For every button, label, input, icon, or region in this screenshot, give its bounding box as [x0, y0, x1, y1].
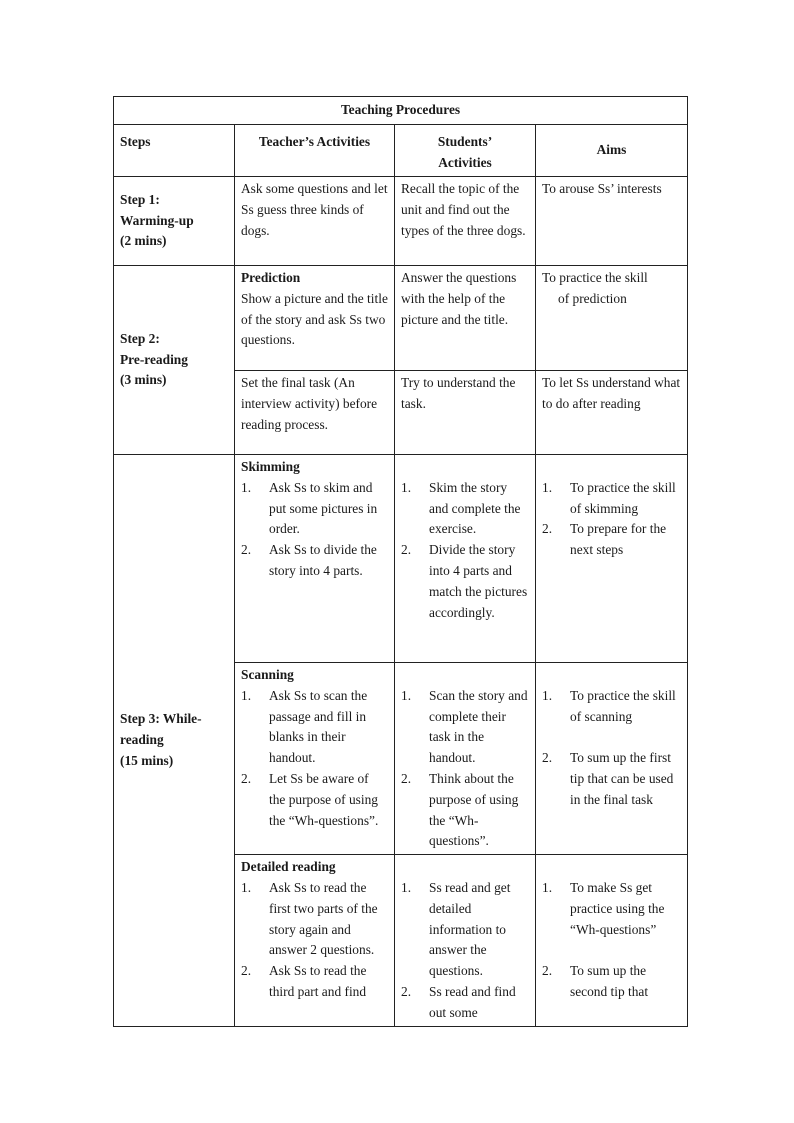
header-students-line2: Activities	[438, 154, 492, 170]
list-item	[401, 878, 529, 982]
prediction-heading: Prediction	[241, 270, 301, 285]
list-item	[241, 878, 388, 961]
list-item	[542, 748, 681, 810]
list-item	[542, 878, 681, 940]
item-number: 1.	[542, 479, 553, 495]
detailed-aims	[536, 855, 688, 1026]
step1-label-line2: Warming-up	[120, 212, 194, 228]
item-text: To prepare for the next steps	[570, 521, 667, 558]
item-number: 1.	[401, 479, 412, 495]
item-number: 1.	[542, 687, 553, 703]
item-text: Let Ss be aware of the purpose of using the “Wh-questions”.	[269, 770, 379, 828]
item-number: 1.	[401, 687, 412, 703]
skimming-teacher	[235, 455, 395, 663]
scanning-heading: Scanning	[241, 667, 294, 682]
spacer	[542, 665, 681, 686]
item-text: Ask Ss to skim and put some pictures in order.	[269, 479, 378, 537]
list-item	[542, 478, 681, 520]
detailed-students-list	[401, 878, 529, 1024]
list-item	[542, 519, 681, 561]
scanning-teacher-list	[241, 686, 388, 832]
item-text: Skim the story and complete the exercise.	[429, 479, 521, 537]
item-number: 1.	[542, 879, 553, 895]
spacer	[401, 857, 529, 878]
item-text: Ss read and get detailed information to answer the questions.	[429, 879, 511, 979]
skimming-students-list	[401, 478, 529, 624]
item-text: To practice the skill of scanning	[570, 687, 676, 724]
step3-label	[114, 455, 235, 1027]
step3-skimming-row	[114, 455, 688, 663]
header-students-activities	[395, 125, 536, 177]
step2-label-line2: Pre-reading	[120, 351, 188, 367]
skimming-students	[395, 455, 536, 663]
header-steps: Steps	[114, 125, 235, 177]
list-item	[401, 540, 529, 623]
item-text: Ss read and find out some	[429, 983, 516, 1020]
step2-label-line1: Step 2:	[120, 330, 160, 346]
item-text: Divide the story into 4 parts and match the pictures accordingly.	[429, 542, 528, 620]
step1-row	[114, 177, 688, 266]
item-number: 1.	[241, 879, 252, 895]
step3-label-line2: reading	[120, 731, 164, 747]
list-item	[241, 540, 388, 582]
table-title: Teaching Procedures	[114, 97, 688, 125]
teaching-procedures-table	[113, 96, 688, 1027]
list-item	[241, 961, 388, 1003]
spacer	[401, 665, 529, 686]
list-item	[401, 769, 529, 852]
step2-final-task-teacher: Set the final task (An interview activity) before reading process.	[235, 371, 395, 455]
item-number: 2.	[241, 770, 252, 786]
item-text: To sum up the first tip that can be used in the final task	[570, 750, 674, 807]
item-text: Scan the story and complete their task in the handout.	[429, 687, 528, 766]
step2-final-task-students: Try to understand the task.	[395, 371, 536, 455]
item-number: 2.	[401, 542, 412, 558]
list-item	[241, 478, 388, 540]
list-item	[241, 769, 388, 831]
item-number: 2.	[542, 521, 553, 537]
item-number: 2.	[241, 542, 252, 558]
item-number: 2.	[401, 983, 412, 999]
detailed-teacher	[235, 855, 395, 1026]
list-item	[401, 982, 529, 1024]
scanning-students-list	[401, 686, 529, 852]
step3-label-line1: Step 3: While-	[120, 711, 202, 727]
detailed-teacher-list	[241, 878, 388, 1003]
prediction-teacher-text: Show a picture and the title of the story and ask Ss two questions.	[241, 290, 388, 348]
item-number: 1.	[401, 879, 412, 895]
item-number: 2.	[542, 963, 553, 979]
step2-label	[114, 266, 235, 455]
item-number: 2.	[401, 770, 412, 786]
list-item	[542, 961, 681, 1003]
detailed-students	[395, 855, 536, 1026]
table-title-row	[114, 97, 688, 125]
step2-label-line3: (3 mins)	[120, 372, 167, 388]
spacer	[542, 857, 681, 878]
detailed-reading-heading: Detailed reading	[241, 859, 336, 875]
step1-aims: To arouse Ss’ interests	[536, 177, 688, 266]
scanning-aims-list	[542, 686, 681, 811]
item-text: To sum up the second tip that	[570, 963, 649, 999]
list-item	[401, 686, 529, 769]
table-header-row	[114, 125, 688, 177]
item-text: Ask Ss to read the first two parts of the story again and answer 2 questions.	[269, 879, 378, 958]
item-text: Think about the purpose of using the “Wh-questions”.	[429, 770, 519, 849]
spacer	[542, 457, 681, 478]
header-aims: Aims	[536, 125, 688, 177]
list-item	[401, 478, 529, 540]
step3-label-line3: (15 mins)	[120, 752, 174, 768]
detailed-aims-list	[542, 878, 681, 1003]
item-number: 1.	[241, 479, 252, 495]
step1-label-line1: Step 1:	[120, 191, 160, 207]
list-item	[542, 686, 681, 728]
scanning-teacher	[235, 663, 395, 855]
skimming-teacher-list	[241, 478, 388, 582]
item-text: Ask Ss to divide the story into 4 parts.	[269, 542, 377, 578]
step2-row1	[114, 266, 688, 371]
skimming-aims	[536, 455, 688, 663]
list-item	[241, 686, 388, 769]
item-text: To practice the skill of skimming	[570, 479, 676, 516]
header-students-line1: Students’	[437, 134, 493, 149]
step1-label-line3: (2 mins)	[120, 233, 167, 249]
item-number: 2.	[542, 750, 553, 766]
step2-prediction-aims	[536, 266, 688, 371]
item-number: 2.	[241, 963, 252, 979]
prediction-aims-line2: of prediction	[558, 290, 627, 306]
step2-prediction-teacher	[235, 266, 395, 371]
step1-students-activity: Recall the topic of the unit and find out the types of the three dogs.	[395, 177, 536, 266]
scanning-students	[395, 663, 536, 855]
step1-teacher-activity: Ask some questions and let Ss guess three kinds of dogs.	[235, 177, 395, 266]
step2-prediction-students: Answer the questions with the help of the picture and the title.	[395, 266, 536, 371]
item-text: Ask Ss to scan the passage and fill in blanks in their handout.	[269, 687, 368, 766]
prediction-aims-line1: To practice the skill	[542, 270, 648, 285]
item-text: Ask Ss to read the third part and find	[269, 963, 367, 999]
step1-label	[114, 177, 235, 266]
item-text: To make Ss get practice using the “Wh-questions”	[570, 879, 665, 937]
header-teacher-activities: Teacher’s Activities	[235, 125, 395, 177]
skimming-heading: Skimming	[241, 459, 300, 474]
item-number: 1.	[241, 687, 252, 703]
spacer	[401, 457, 529, 478]
step2-final-task-aims: To let Ss understand what to do after reading	[536, 371, 688, 455]
scanning-aims	[536, 663, 688, 855]
skimming-aims-list	[542, 478, 681, 561]
